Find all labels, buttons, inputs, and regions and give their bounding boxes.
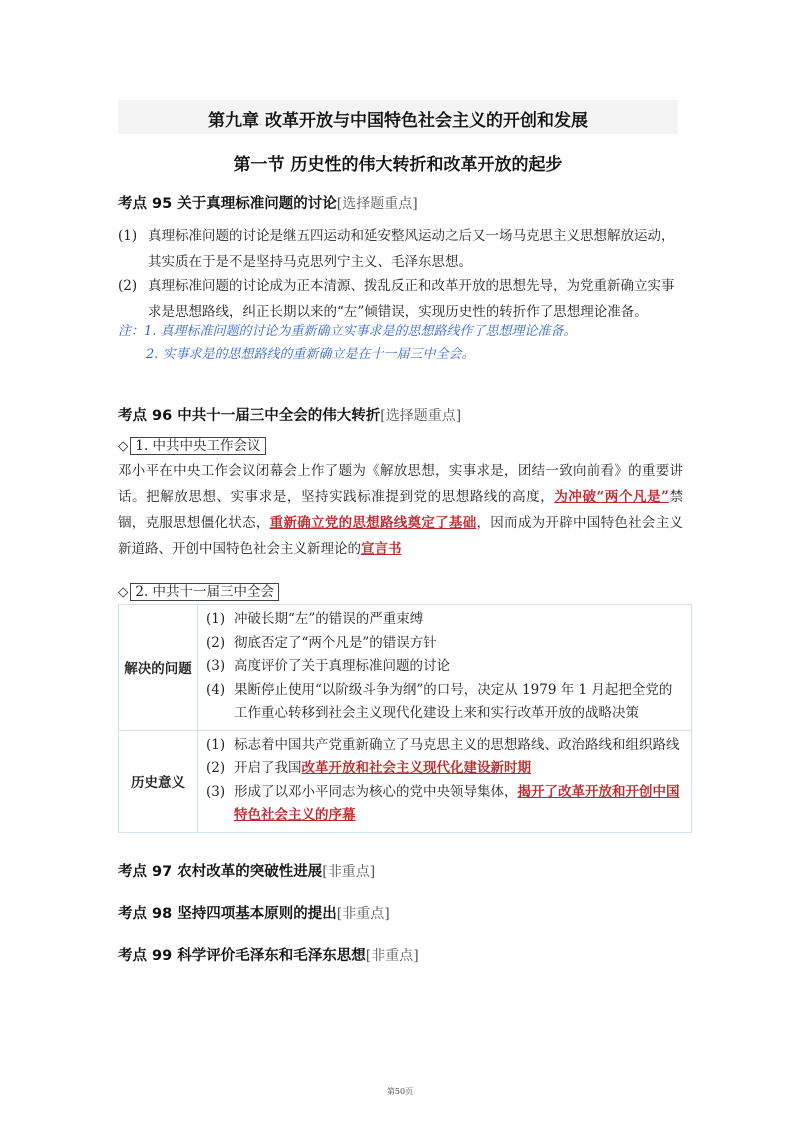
highlight-foundation: 重新确立党的思想路线奠定了基础 (269, 515, 477, 531)
kp96-subheading-2: ◇ 2. 中共十一届三中全会 (118, 580, 279, 600)
plenum-table (118, 604, 692, 833)
page-number: 第50页 (386, 1087, 414, 1096)
significance-item: (2) 开启了我国改革开放和社会主义现代化建设新时期 (206, 760, 531, 776)
kp98-tag: [非重点] (336, 906, 390, 922)
highlight-two-whatevers: 为冲破“两个凡是” (554, 489, 669, 505)
problem-item: (3) 高度评价了关于真理标准问题的讨论 (206, 658, 450, 674)
problem-item: (4) 果断停止使用“以阶级斗争为纲”的口号，决定从 1979 年 1 月起把全党的工作重心转移到社会主义现代化建设上来和实行改革开放的战略决策 (206, 681, 673, 721)
kp99-label: 考点 99 科学评价毛泽东和毛泽东思想 (118, 948, 366, 964)
problem-item: (2) 彻底否定了“两个凡是”的错误方针 (206, 634, 437, 651)
kp95-note-2: 2. 实事求是的思想路线的重新确立是在十一届三中全会。 (146, 347, 475, 362)
section-title: 第一节 历史性的伟大转折和改革开放的起步 (233, 155, 563, 175)
significance-item: (1) 标志着中国共产党重新确立了马克思主义的思想路线、政治路线和组织路线 (206, 736, 680, 753)
kp98-heading (118, 902, 390, 923)
kp97-tag: [非重点] (322, 864, 376, 880)
table-row-problems (119, 605, 692, 731)
kp96-subheading-1: ◇ 1. 中共中央工作会议 (118, 434, 266, 454)
kp97-heading (118, 860, 375, 881)
kp95-item-1: (1) 真理标准问题的讨论是继五四运动和延安整风运动之后又一场马克思主义思想解放运动， 其实质在于是不是坚持马克思列宁主义、毛泽东思想。 (118, 228, 675, 270)
table-row-significance (119, 730, 692, 832)
kp96-tag: [选择题重点] (380, 408, 462, 424)
kp99-heading (118, 944, 419, 965)
highlight-new-period: 改革开放和社会主义现代化建设新时期 (301, 760, 531, 776)
significance-item: (3) 形成了以邓小平同志为核心的党中央领导集体，揭开了改革开放和开创中国特色社会主义的序幕 (206, 783, 680, 823)
kp96-label: 考点 96 中共十一届三中全会的伟大转折 (118, 408, 381, 424)
row-label-problems: 解决的问题 (119, 605, 198, 731)
kp97-label: 考点 97 农村改革的突破性进展 (118, 864, 323, 880)
chapter-title: 第九章 改革开放与中国特色社会主义的开创和发展 (208, 111, 588, 131)
highlight-manifesto: 宣言书 (361, 541, 402, 557)
kp95-label: 考点 95 关于真理标准问题的讨论 (118, 196, 337, 212)
subheading-1-title: 1. 中共中央工作会议 (130, 437, 265, 455)
kp96-paragraph: 邓小平在中央工作会议闭幕会上作了题为《解放思想，实事求是，团结一致向前看》的重要讲话。把解放思想、实事求是，坚持实践标准提到党的思想路线的高度，为冲破“两个凡是”禁锢，克服思想僵化状态，重新确立党的思想路线奠定了基础，因而成为开辟中国特色社会主义新道路、开创中国特色社会主义新理论的宣言书 (118, 463, 684, 557)
kp95-item-2: (2) 真理标准问题的讨论成为正本清源、拨乱反正和改革开放的思想先导，为党重新确立实事 求是思想路线，纠正长期以来的“左”倾错误，实现历史性的转折作了思想理论准备。 (118, 278, 675, 320)
kp95-note-1: 注：1. 真理标准问题的讨论为重新确立实事求是的思想路线作了思想理论准备。 (118, 324, 577, 339)
kp95-heading (118, 192, 418, 213)
kp96-heading (118, 404, 461, 425)
problem-item: (1) 冲破长期“左”的错误的严重束缚 (206, 611, 424, 627)
kp98-label: 考点 98 坚持四项基本原则的提出 (118, 906, 337, 922)
kp95-tag: [选择题重点] (336, 196, 418, 212)
subheading-2-title: 2. 中共十一届三中全会 (130, 583, 279, 601)
row-label-significance: 历史意义 (119, 730, 198, 832)
kp99-tag: [非重点] (365, 948, 419, 964)
highlight-prelude: 揭开了改革开放和开创中国特色社会主义的序幕 (234, 783, 680, 823)
